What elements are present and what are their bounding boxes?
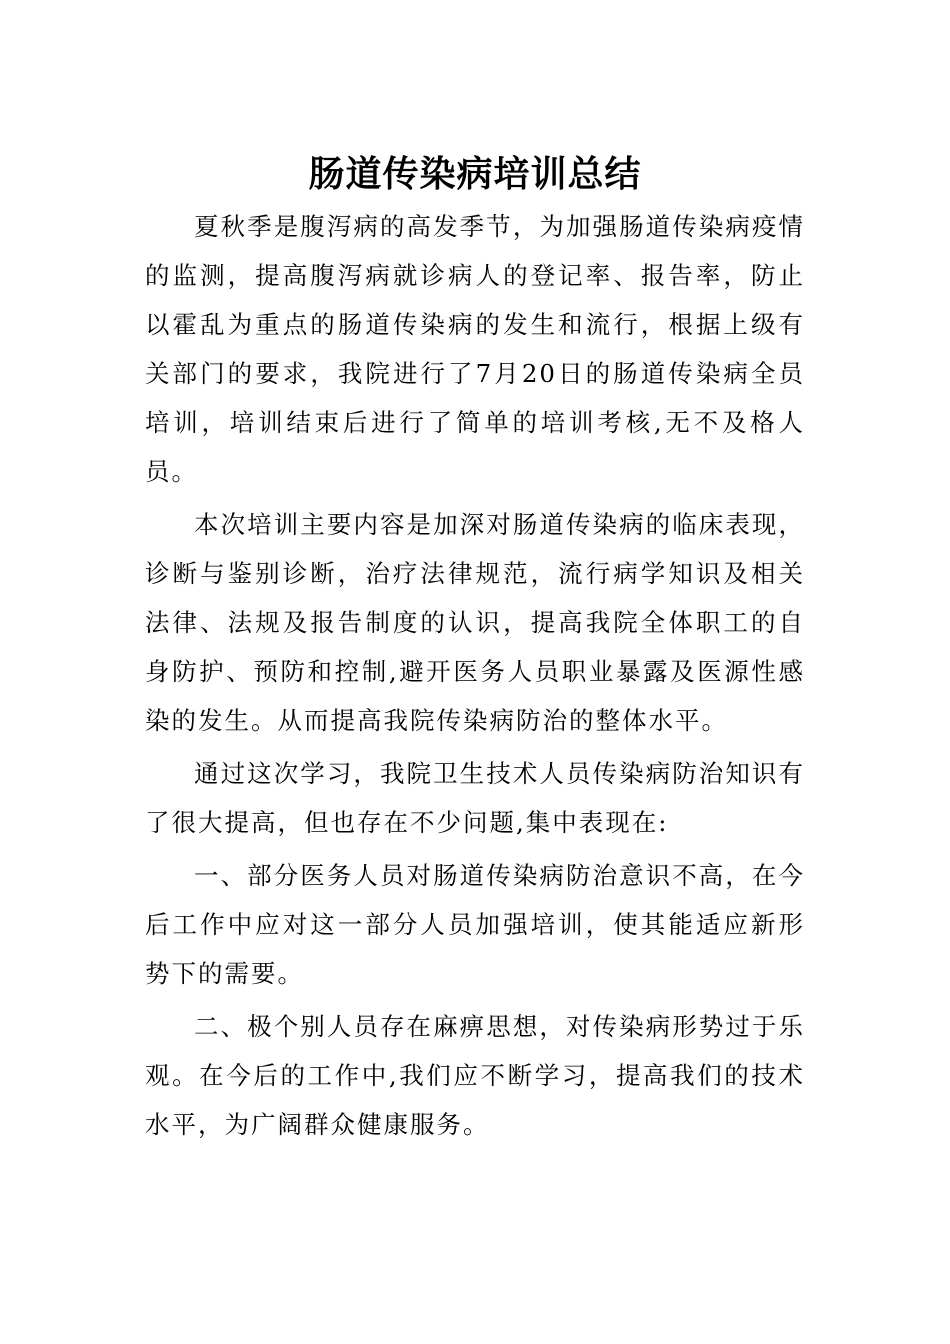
paragraph-issue-two: 二、极个别人员存在麻痹思想，对传染病形势过于乐观。在今后的工作中,我们应不断学习，提高我们的技术水平，为广阔群众健康服务。 (145, 1012, 805, 1139)
document-body (145, 146, 805, 1149)
document-title: 肠道传染病培训总结 (308, 153, 642, 195)
paragraph-content: 本次培训主要内容是加深对肠道传染病的临床表现，诊断与鉴别诊断，治疗法律规范，流行病学知识及相关法律、法规及报告制度的认识，提高我院全体职工的自身防护、预防和控制,避开医务人员职业暴露及医源性感染的发生。从而提高我院传染病防治的整体水平。 (145, 510, 805, 735)
paragraph-intro: 夏秋季是腹泻病的高发季节，为加强肠道传染病疫情的监测，提高腹泻病就诊病人的登记率、报告率，防止以霍乱为重点的肠道传染病的发生和流行，根据上级有关部门的要求，我院进行了7月20日的肠道传染病全员培训，培训结束后进行了简单的培训考核,无不及格人员。 (145, 212, 805, 486)
paragraph-issue-one: 一、部分医务人员对肠道传染病防治意识不高，在今后工作中应对这一部分人员加强培训，使其能适应新形势下的需要。 (145, 861, 805, 988)
paragraph-results: 通过这次学习，我院卫生技术人员传染病防治知识有了很大提高，但也存在不少问题,集中表现在: (145, 759, 805, 837)
